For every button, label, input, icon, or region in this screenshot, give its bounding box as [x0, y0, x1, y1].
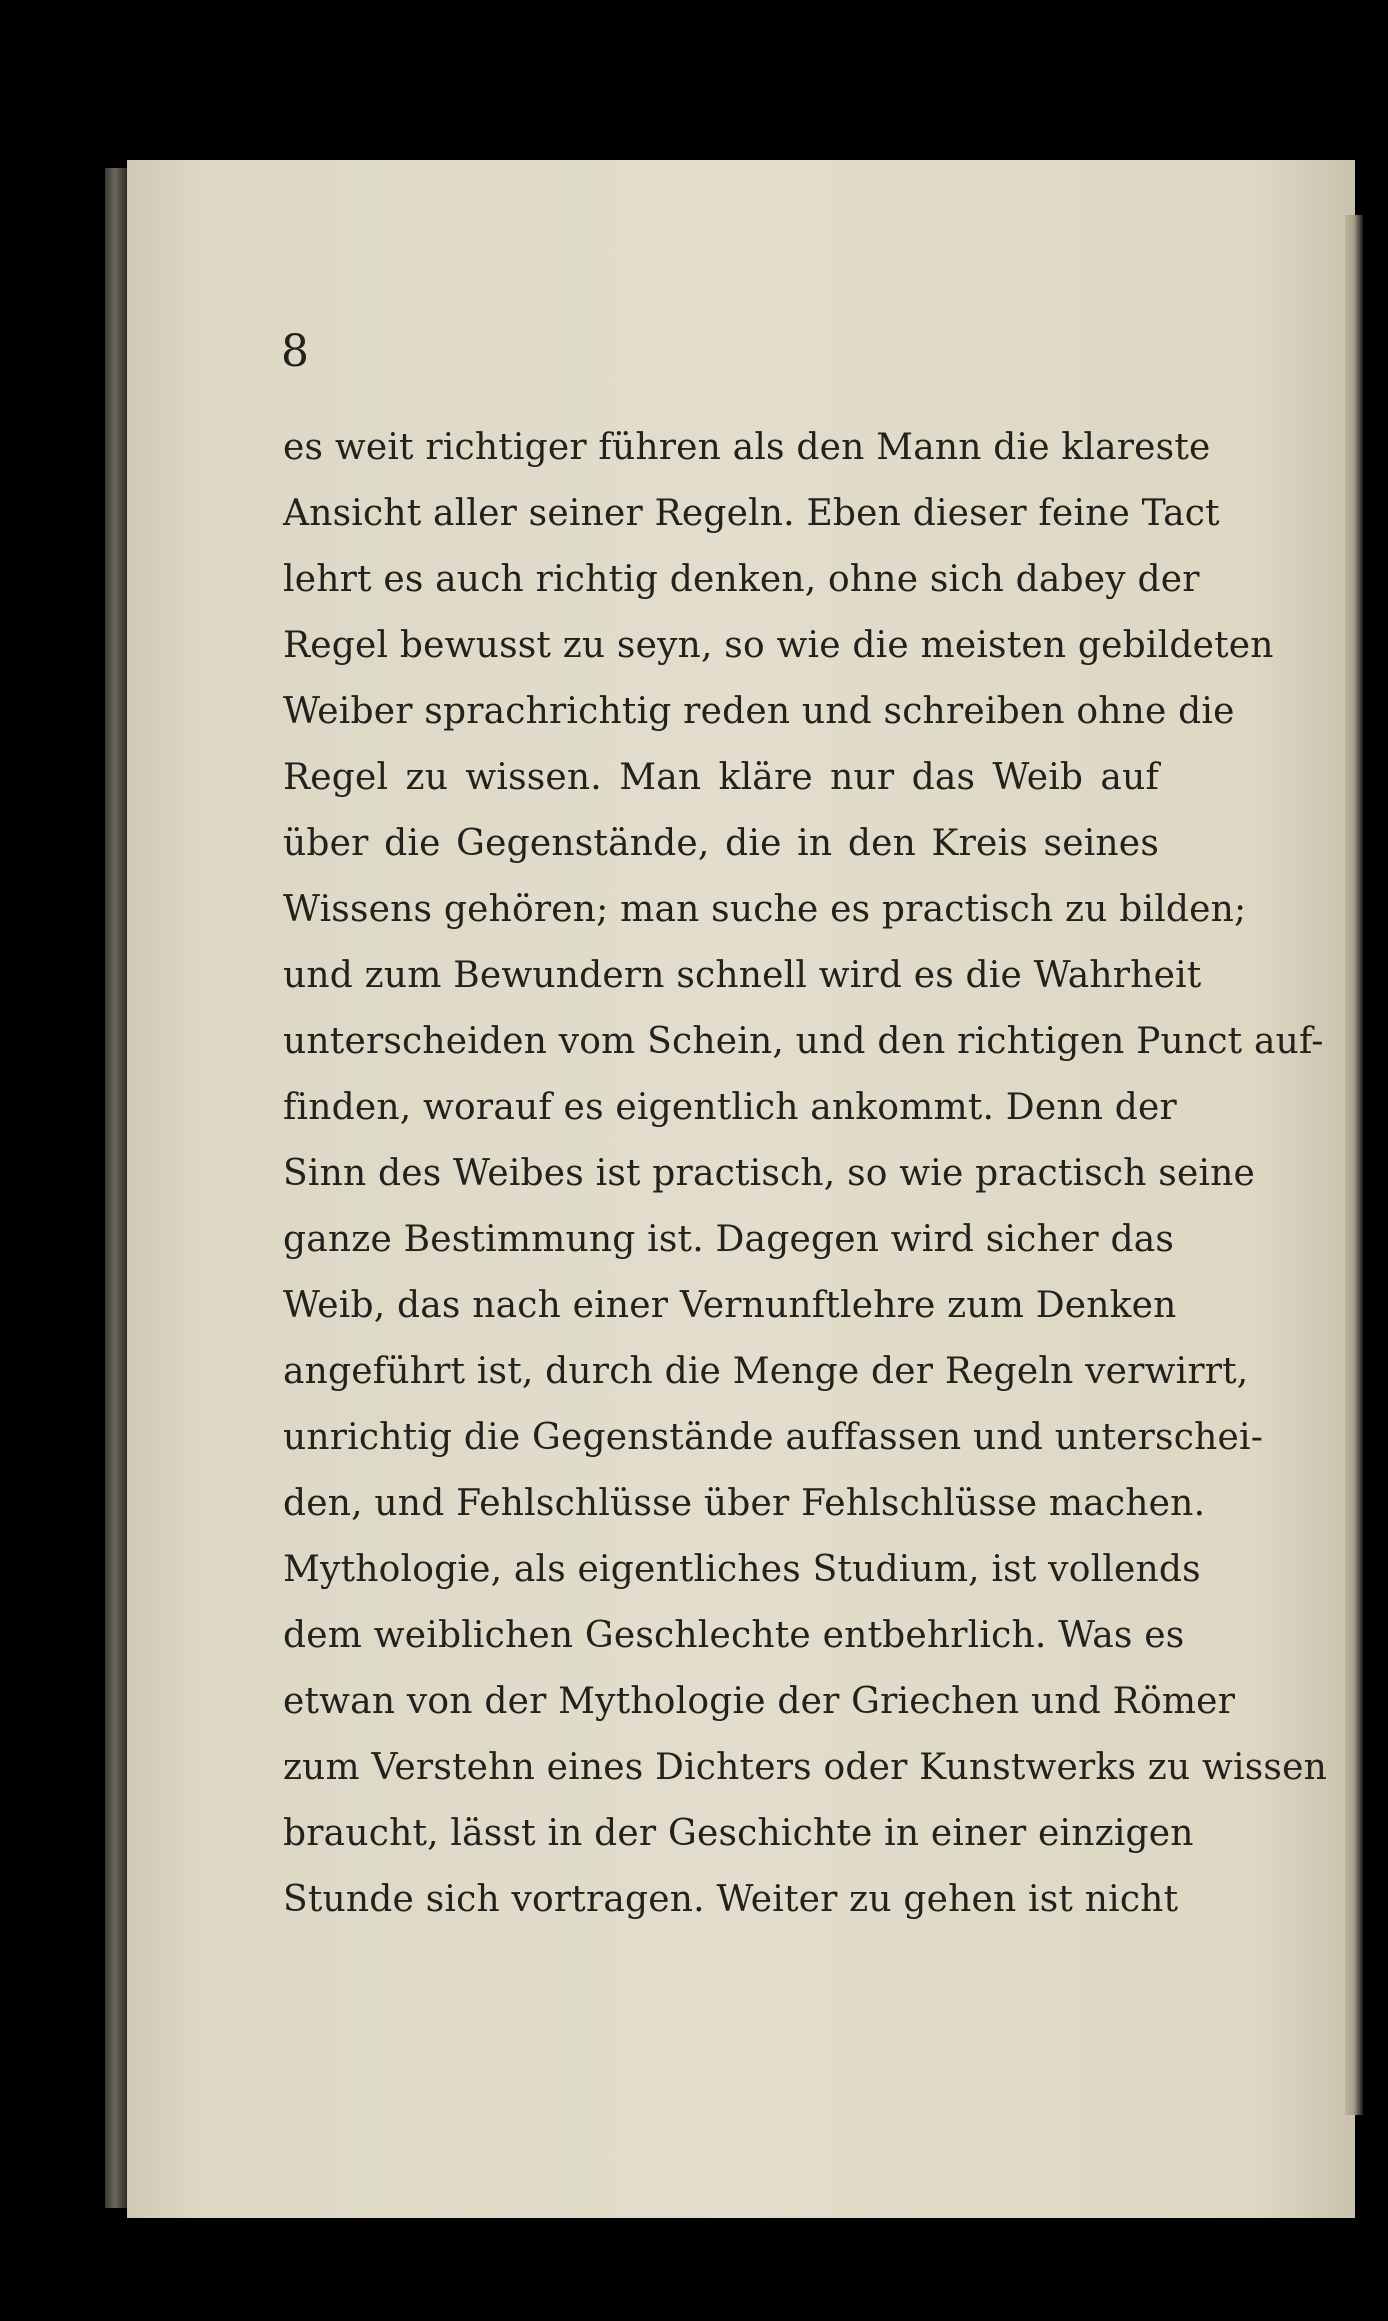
- text-line: den, und Fehlschlüsse über Fehlschlüsse machen.: [283, 1483, 1206, 1524]
- text-line: es weit richtiger führen als den Mann die klareste: [283, 427, 1211, 468]
- text-line: Stunde sich vortragen. Weiter zu gehen ist nicht: [283, 1879, 1179, 1920]
- book-spine: [105, 168, 127, 2208]
- text-line: Sinn des Weibes ist practisch, so wie practisch seine: [283, 1153, 1256, 1194]
- text-line: zum Verstehn eines Dichters oder Kunstwerks zu wissen: [283, 1747, 1327, 1788]
- text-line: lehrt es auch richtig denken, ohne sich dabey der: [283, 559, 1200, 600]
- text-line: Mythologie, als eigentliches Studium, ist vollends: [283, 1549, 1201, 1590]
- page-edge: [1345, 215, 1363, 2115]
- text-line: unrichtig die Gegenstände auffassen und unterschei-: [283, 1417, 1264, 1458]
- page-number: 8: [281, 326, 309, 377]
- text-line: Weiber sprachrichtig reden und schreiben ohne die: [283, 691, 1235, 732]
- text-line: Wissens gehören; man suche es practisch zu bilden;: [283, 889, 1247, 930]
- text-line: finden, worauf es eigentlich ankommt. Denn der: [283, 1087, 1177, 1128]
- text-line: Regel zu wissen. Man kläre nur das Weib auf: [283, 757, 1159, 798]
- body-text: [283, 415, 1327, 1933]
- text-line: Regel bewusst zu seyn, so wie die meisten gebildeten: [283, 625, 1274, 666]
- text-line: Ansicht aller seiner Regeln. Eben dieser feine Tact: [283, 493, 1220, 534]
- text-line: ganze Bestimmung ist. Dagegen wird sicher das: [283, 1219, 1175, 1260]
- text-line: braucht, lässt in der Geschichte in einer einzigen: [283, 1813, 1194, 1854]
- text-line: dem weiblichen Geschlechte entbehrlich. Was es: [283, 1615, 1185, 1656]
- text-line: etwan von der Mythologie der Griechen und Römer: [283, 1681, 1236, 1722]
- text-line: Weib, das nach einer Vernunftlehre zum Denken: [283, 1285, 1177, 1326]
- text-line: angeführt ist, durch die Menge der Regeln verwirrt,: [283, 1351, 1249, 1392]
- text-line: unterscheiden vom Schein, und den richtigen Punct auf-: [283, 1021, 1324, 1062]
- text-line: und zum Bewundern schnell wird es die Wahrheit: [283, 955, 1202, 996]
- text-line: über die Gegenstände, die in den Kreis seines: [283, 823, 1159, 864]
